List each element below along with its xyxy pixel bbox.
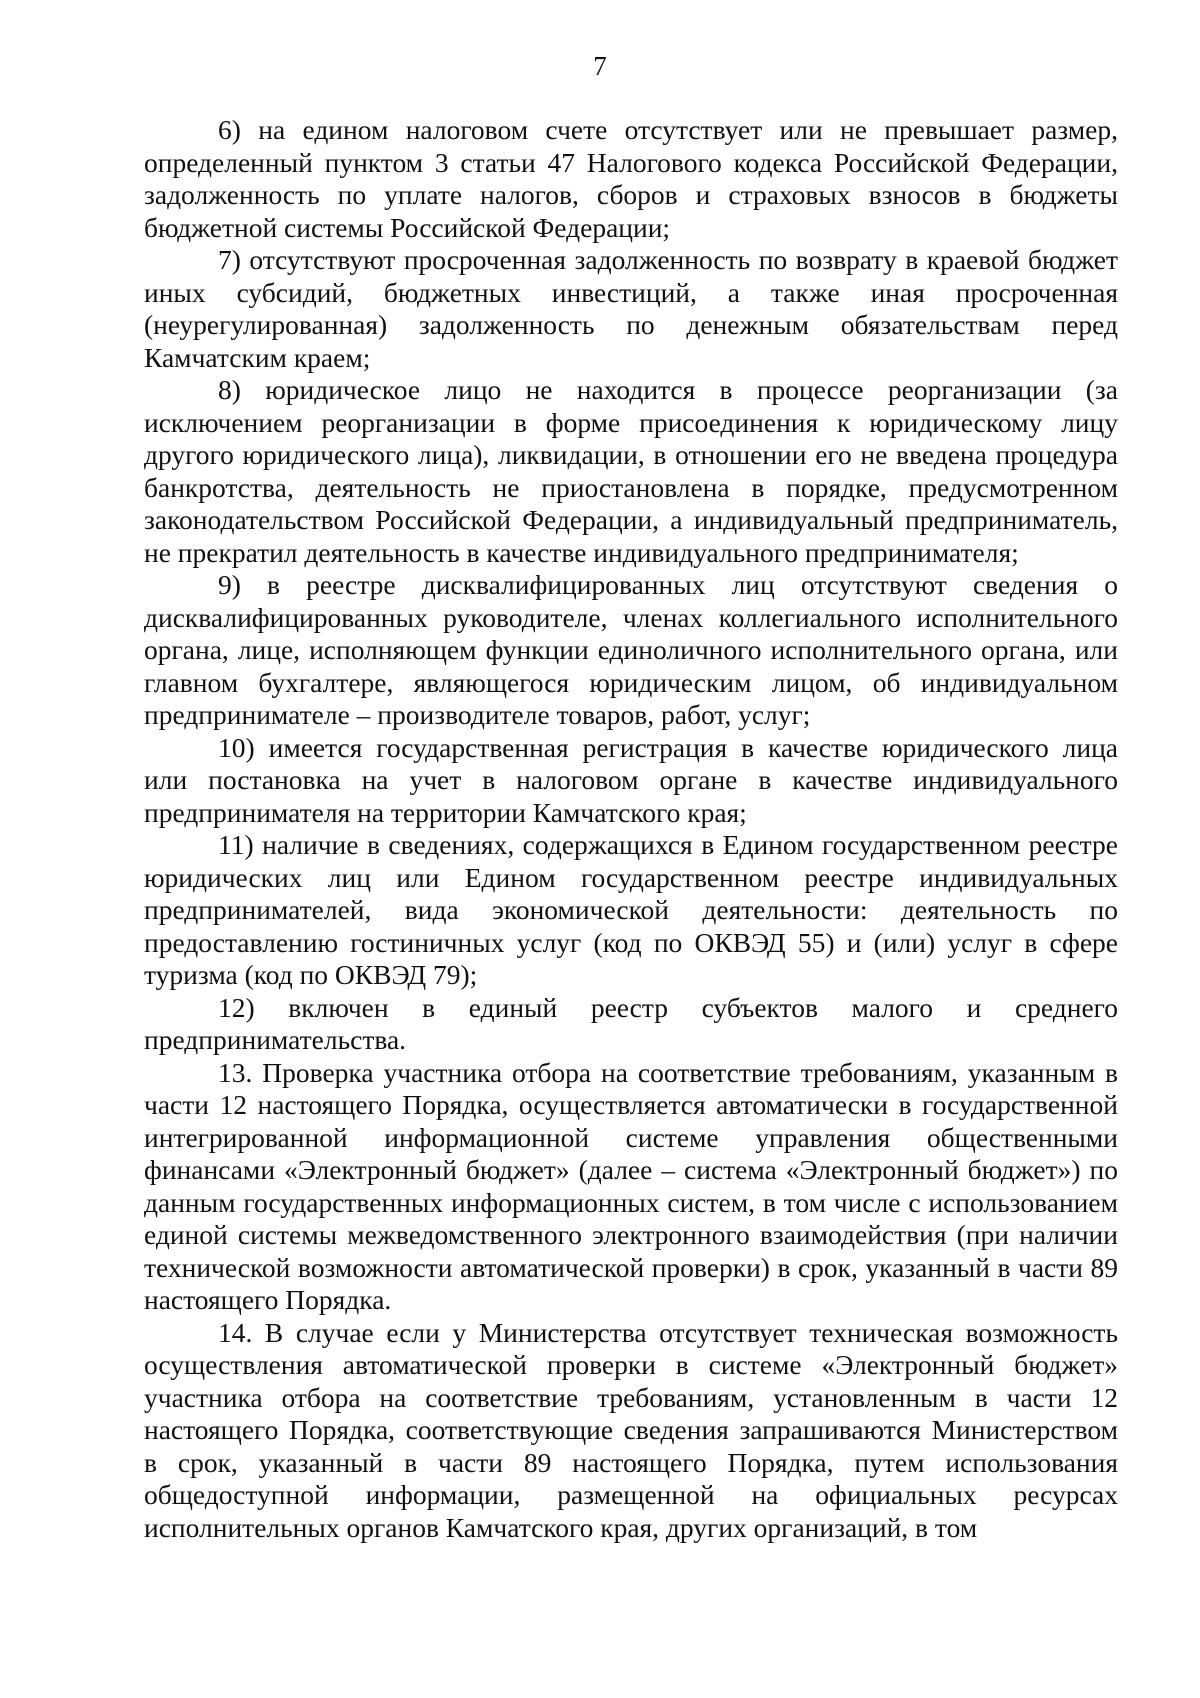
paragraph-item-10: 10) имеется государственная регистрация в качестве юридического лица или постановка на учет в налоговом органе в качестве индивидуального предпринимателя на территории Камчатского края;	[144, 731, 1118, 828]
paragraph-item-8: 8) юридическое лицо не находится в процессе реорганизации (за исключением реорганизации в форме присоединения к юридическому лицу другого юридического лица), ликвидации, в отношении его не введена процедура банкротства, деятельность не приостановлена в порядке, предусмотренном законодательством Российской Федерации, а индивидуальный предприниматель, не прекратил деятельность в качестве индивидуального предпринимателя;	[144, 374, 1118, 568]
paragraph-item-6: 6) на едином налоговом счете отсутствует или не превышает размер, определенный пунктом 3 статьи 47 Налогового кодекса Российской Федерации, задолженность по уплате налогов, сборов и страховых взносов в бюджеты бюджетной системы Российской Федерации;	[144, 114, 1118, 243]
paragraph-item-11: 11) наличие в сведениях, содержащихся в Едином государственном реестре юридических лиц или Едином государственном реестре индивидуальных предпринимателей, вида экономической деятельности: деятельность по предоставлению гостиничных услуг (код по ОКВЭД 55) и (или) услуг в сфере туризма (код по ОКВЭД 79);	[144, 829, 1118, 990]
paragraph-section-14: 14. В случае если у Министерства отсутствует техническая возможность осуществления автоматической проверки в системе «Электронный бюджет» участника отбора на соответствие требованиям, установленным в части 12 настоящего Порядка, соответствующие сведения запрашиваются Министерством в срок, указанный в части 89 настоящего Порядка, путем использования общедоступной информации, размещенной на официальных ресурсах исполнительных органов Камчатского края, других организаций, в том	[144, 1316, 1118, 1543]
page-number: 7	[593, 51, 607, 81]
document-body	[144, 114, 1118, 1544]
paragraph-section-13: 13. Проверка участника отбора на соответствие требованиям, указанным в части 12 настоящего Порядка, осуществляется автоматически в государственной интегрированной информационной системе управления общественными финансами «Электронный бюджет» (далее – система «Электронный бюджет») по данным государственных информационных систем, в том числе с использованием единой системы межведомственного электронного взаимодействия (при наличии технической возможности автоматической проверки) в срок, указанный в части 89 настоящего Порядка.	[144, 1056, 1118, 1315]
paragraph-item-9: 9) в реестре дисквалифицированных лиц отсутствуют сведения о дисквалифицированных руководителе, членах коллегиального исполнительного органа, лице, исполняющем функции единоличного исполнительного органа, или главном бухгалтере, являющегося юридическим лицом, об индивидуальном предпринимателе – производителе товаров, работ, услуг;	[144, 569, 1118, 730]
paragraph-item-12: 12) включен в единый реестр субъектов малого и среднего предпринимательства.	[144, 991, 1118, 1055]
paragraph-item-7: 7) отсутствуют просроченная задолженность по возврату в краевой бюджет иных субсидий, бюджетных инвестиций, а также иная просроченная (неурегулированная) задолженность по денежным обязательствам перед Камчатским краем;	[144, 244, 1118, 373]
